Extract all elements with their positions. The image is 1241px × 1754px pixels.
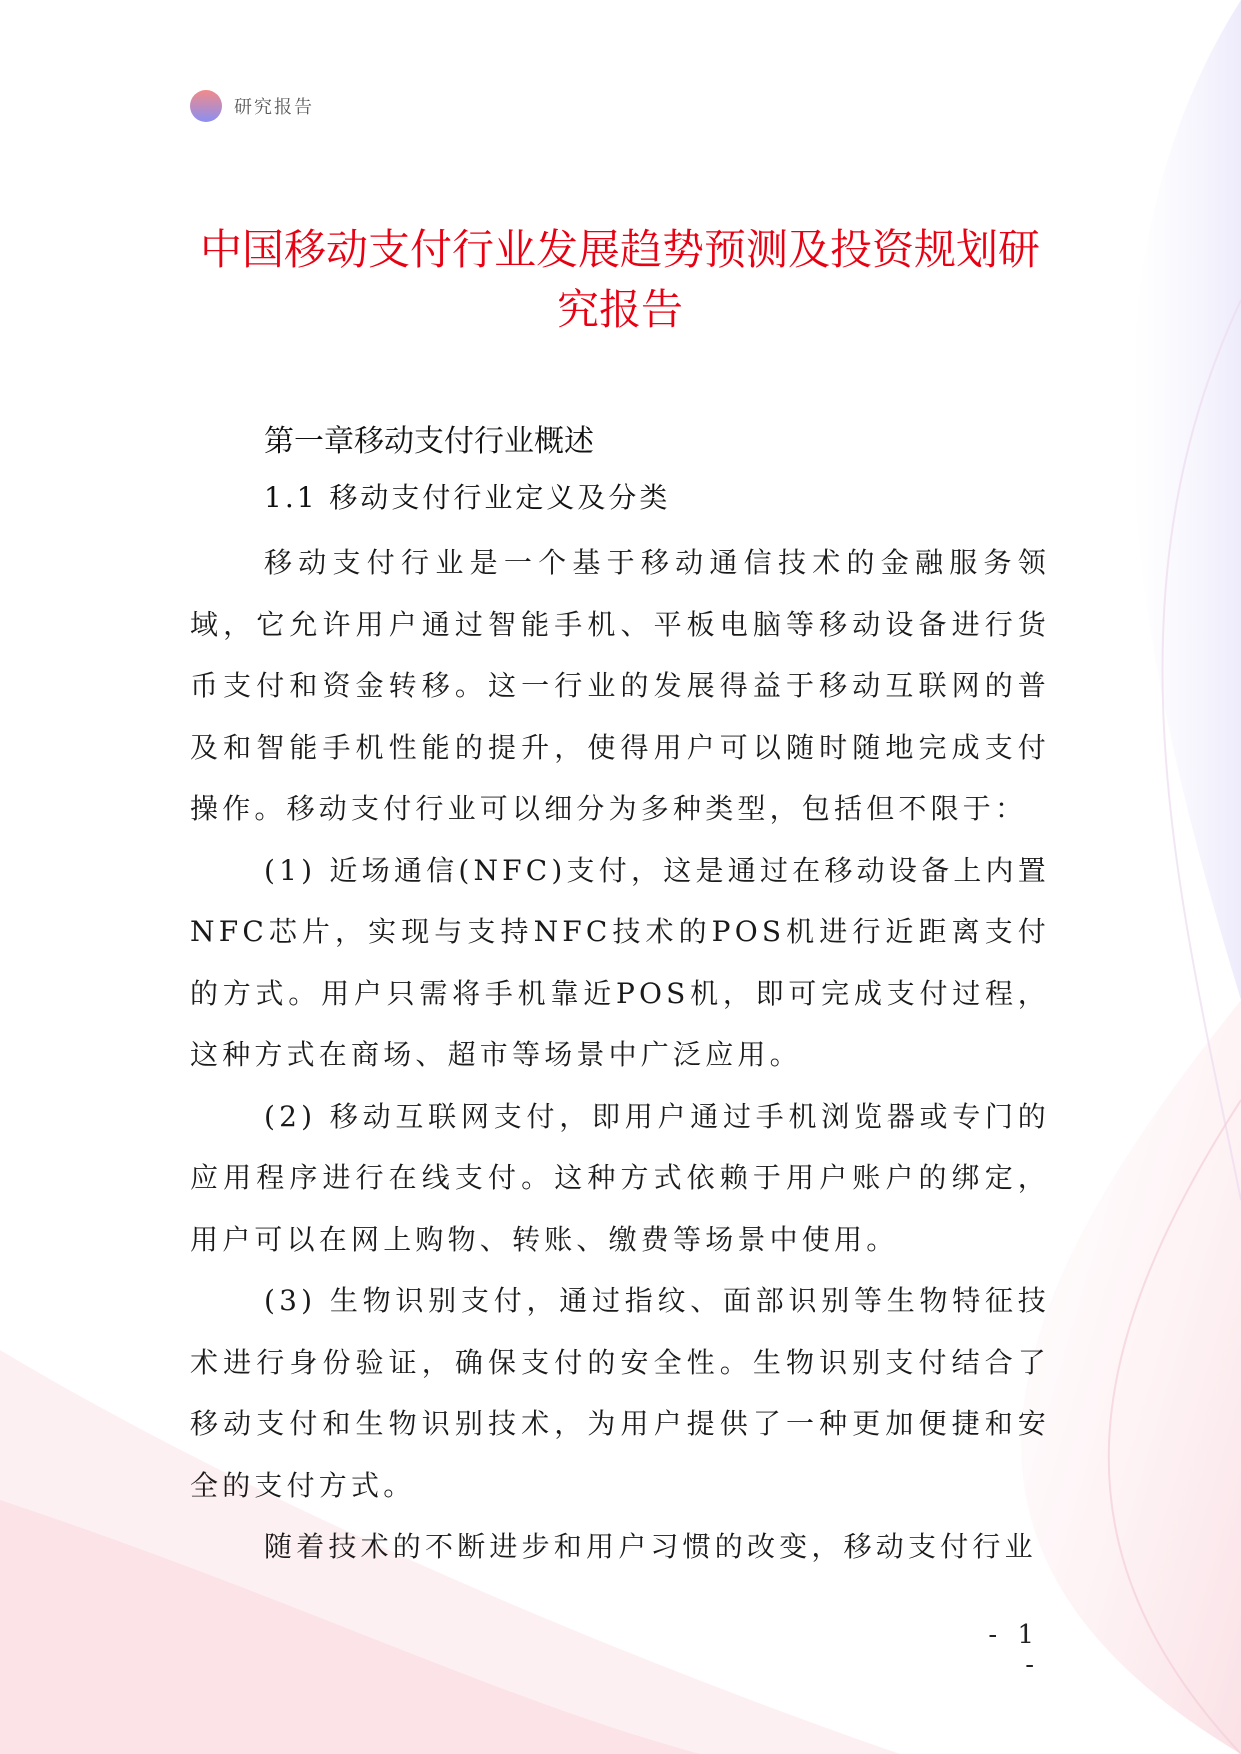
page-number: - 1 -: [988, 1620, 1040, 1680]
chapter-title: 第一章移动支付行业概述: [264, 424, 594, 459]
header-label: 研究报告: [234, 97, 314, 118]
section-title: 1.1 移动支付行业定义及分类: [264, 481, 671, 514]
paragraph: (1) 近场通信(NFC)支付，这是通过在移动设备上内置NFC芯片，实现与支持NFC技术的POS机进行近距离支付的方式。用户只需将手机靠近POS机，即可完成支付过程，这种方式在商场、超市等场景中广泛应用。: [190, 853, 1050, 1071]
header-badge: [190, 90, 314, 122]
paragraph: (2) 移动互联网支付，即用户通过手机浏览器或专门的应用程序进行在线支付。这种方式依赖于用户账户的绑定，用户可以在网上购物、转账、缴费等场景中使用。: [190, 1099, 1050, 1256]
paragraph: 随着技术的不断进步和用户习惯的改变，移动支付行业: [264, 1530, 1037, 1563]
paragraph: (3) 生物识别支付，通过指纹、面部识别等生物特征技术进行身份验证，确保支付的安全性。生物识别支付结合了移动支付和生物识别技术，为用户提供了一种更加便捷和安全的支付方式。: [190, 1284, 1050, 1502]
paragraph: 移动支付行业是一个基于移动通信技术的金融服务领域，它允许用户通过智能手机、平板电脑等移动设备进行货币支付和资金转移。这一行业的发展得益于移动互联网的普及和智能手机性能的提升，使得用户可以随时随地完成支付操作。移动支付行业可以细分为多种类型，包括但不限于：: [190, 546, 1050, 825]
document-body: [190, 418, 1050, 1578]
document-title: 中国移动支付行业发展趋势预测及投资规划研究报告: [199, 225, 1040, 334]
gradient-circle-logo-icon: [190, 90, 222, 122]
